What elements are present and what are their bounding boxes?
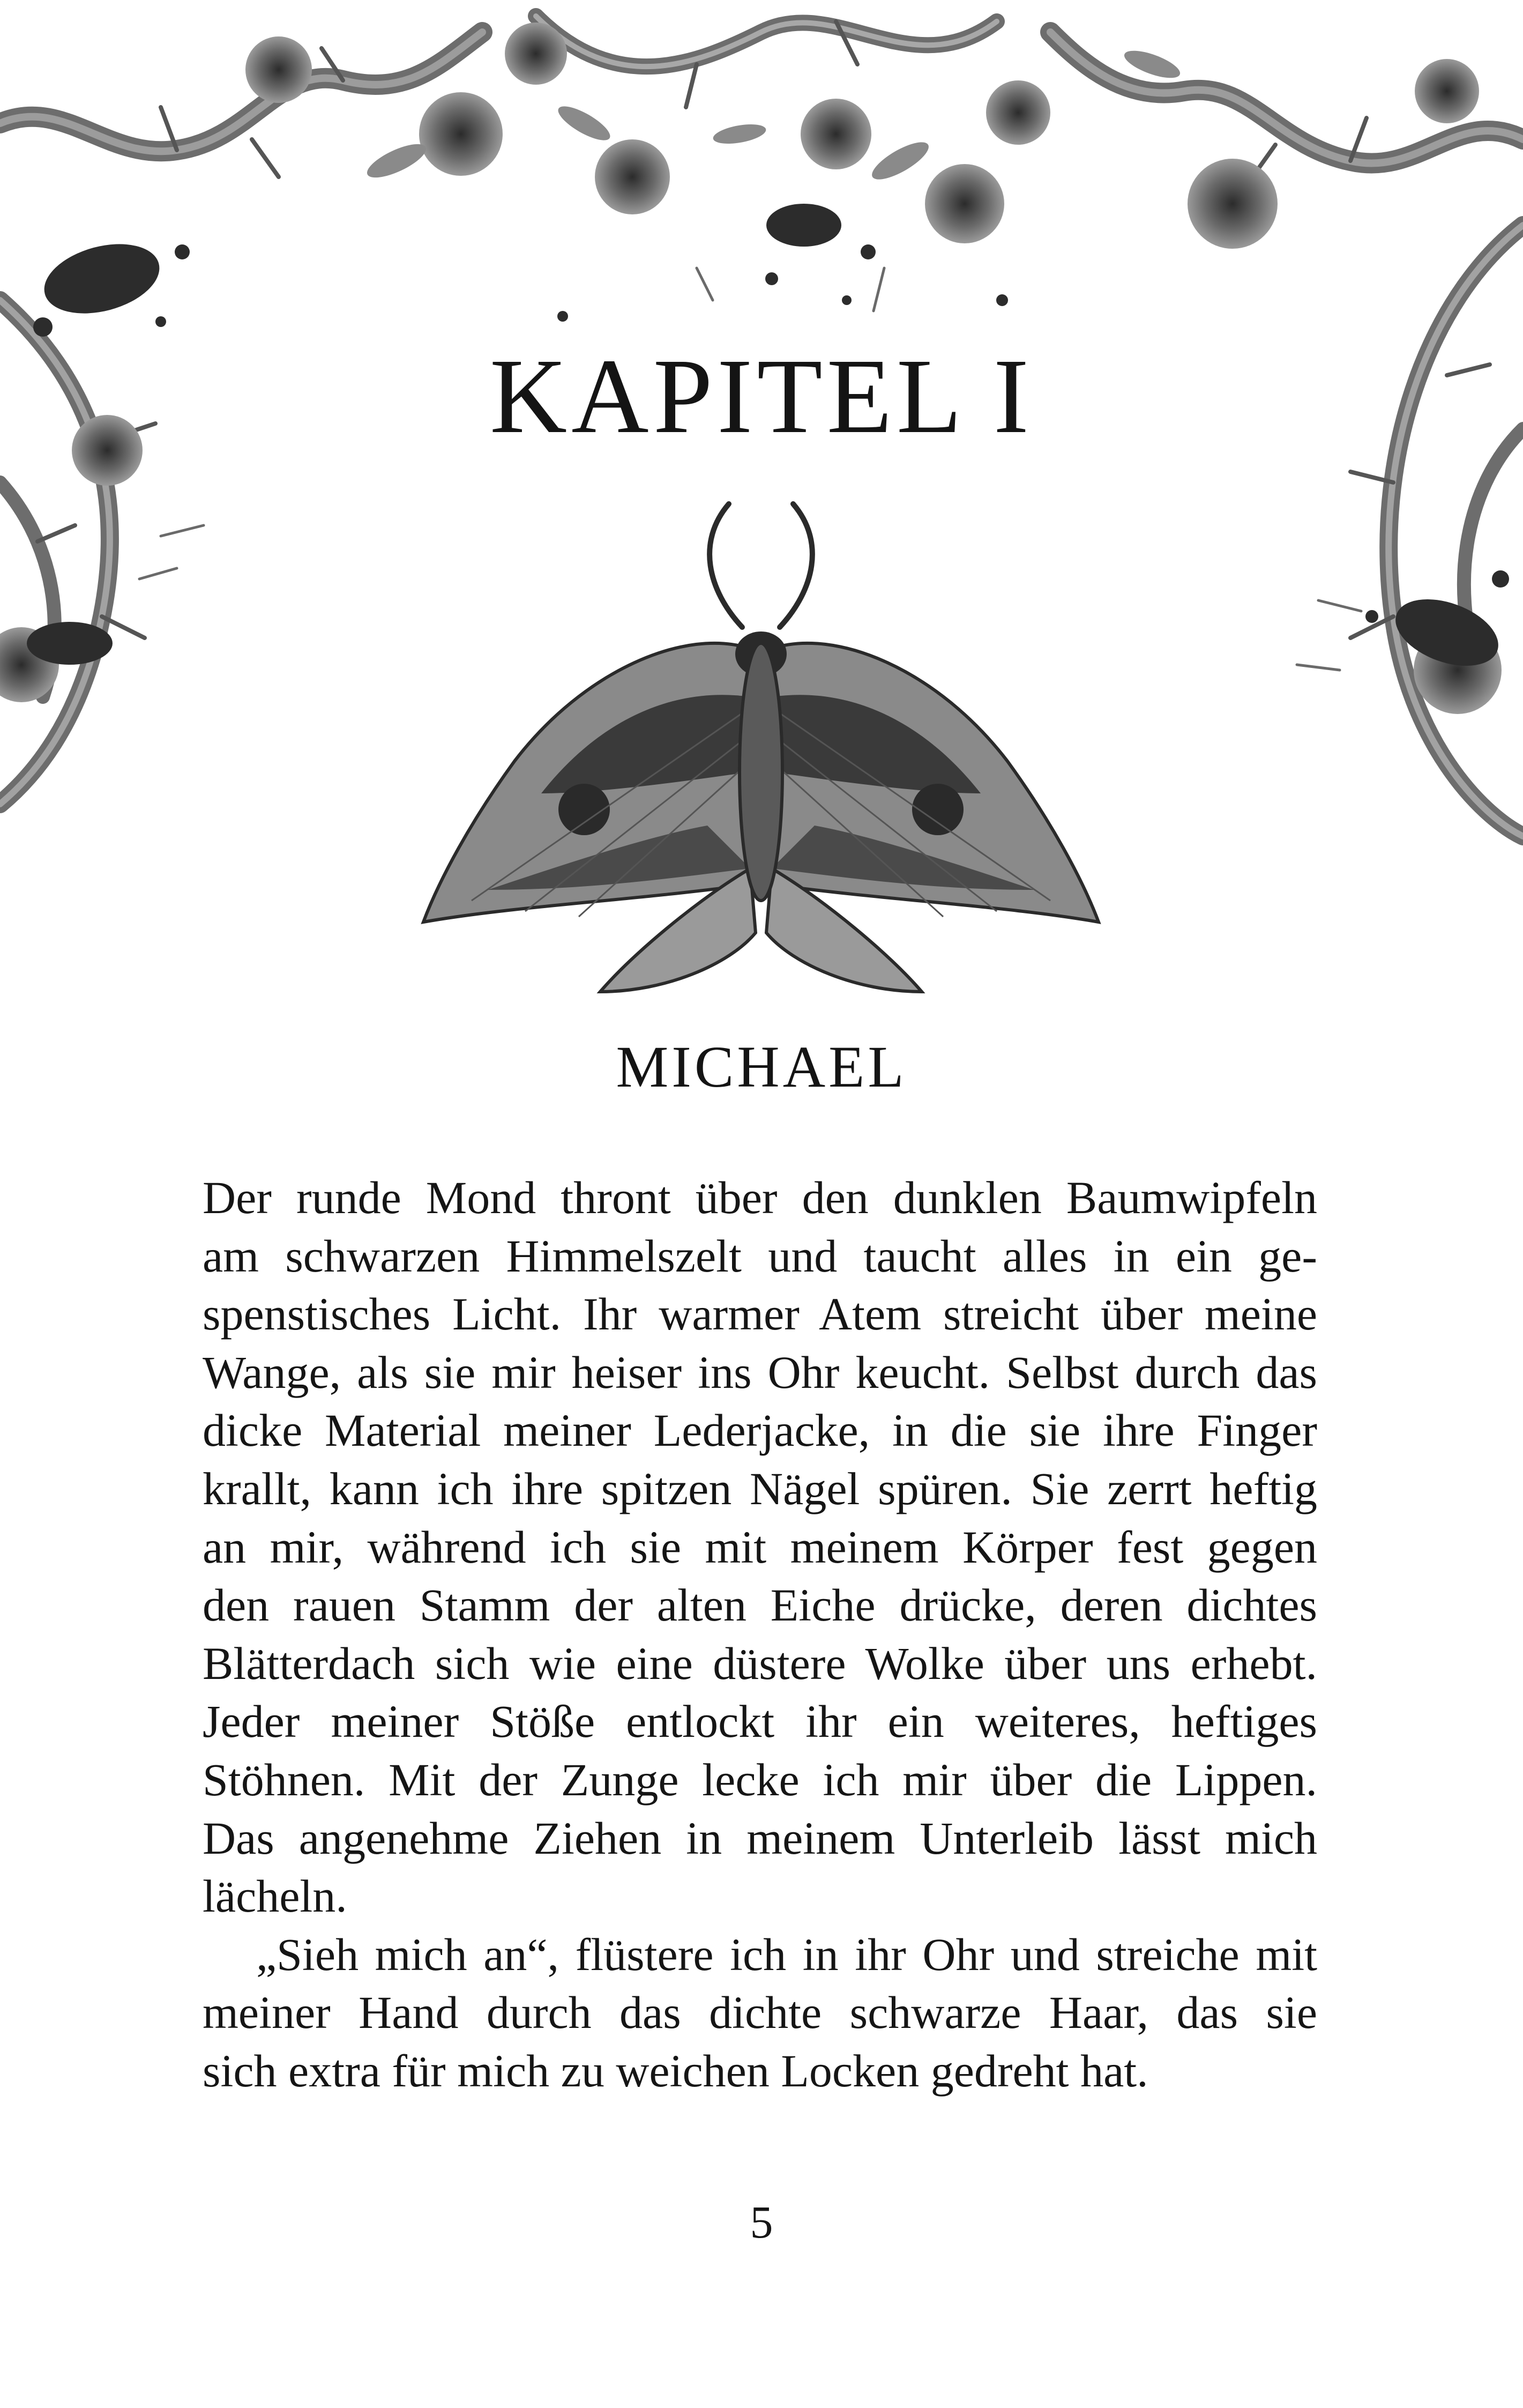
text-line: lächeln. <box>203 1870 347 1922</box>
text-line: Stöhnen. Mit der Zunge lecke ich mir über die Lippen. <box>203 1753 1317 1805</box>
pov-character-name: MICHAEL <box>616 1034 907 1099</box>
body-text <box>203 1169 1317 2100</box>
text-line: krallt, kann ich ihre spitzen Nägel spüren. Sie zerrt heftig <box>203 1462 1317 1514</box>
text-line: spenstisches Licht. Ihr warmer Atem streicht über meine <box>203 1288 1317 1340</box>
moth-icon <box>407 493 1115 1002</box>
chapter-title: KAPITEL I <box>489 337 1034 456</box>
text-line: Blätterdach sich wie eine düstere Wolke über uns erhebt. <box>203 1637 1317 1689</box>
text-line: am schwarzen Himmelszelt und taucht alles in ein ge- <box>203 1230 1317 1282</box>
text-line: sich extra für mich zu weichen Locken gedreht hat. <box>203 2045 1148 2097</box>
text-line: meiner Hand durch das dichte schwarze Haar, das sie <box>203 1987 1317 2039</box>
text-line: dicke Material meiner Lederjacke, in die sie ihre Finger <box>203 1404 1317 1456</box>
text-line: Das angenehme Ziehen in meinem Unterleib lässt mich <box>203 1812 1317 1864</box>
text-line: den rauen Stamm der alten Eiche drücke, deren dichtes <box>203 1579 1317 1631</box>
text-line: an mir, während ich sie mit meinem Körper fest gegen <box>203 1521 1317 1573</box>
page-number: 5 <box>750 2196 773 2248</box>
text-line: „Sieh mich an“, flüstere ich in ihr Ohr und streiche mit <box>256 1928 1317 1980</box>
text-line: Wange, als sie mir heiser ins Ohr keucht. Selbst durch das <box>203 1346 1317 1398</box>
text-line: Jeder meiner Stöße entlockt ihr ein weiteres, heftiges <box>203 1696 1317 1748</box>
text-line: Der runde Mond thront über den dunklen Baumwipfeln <box>203 1172 1317 1223</box>
